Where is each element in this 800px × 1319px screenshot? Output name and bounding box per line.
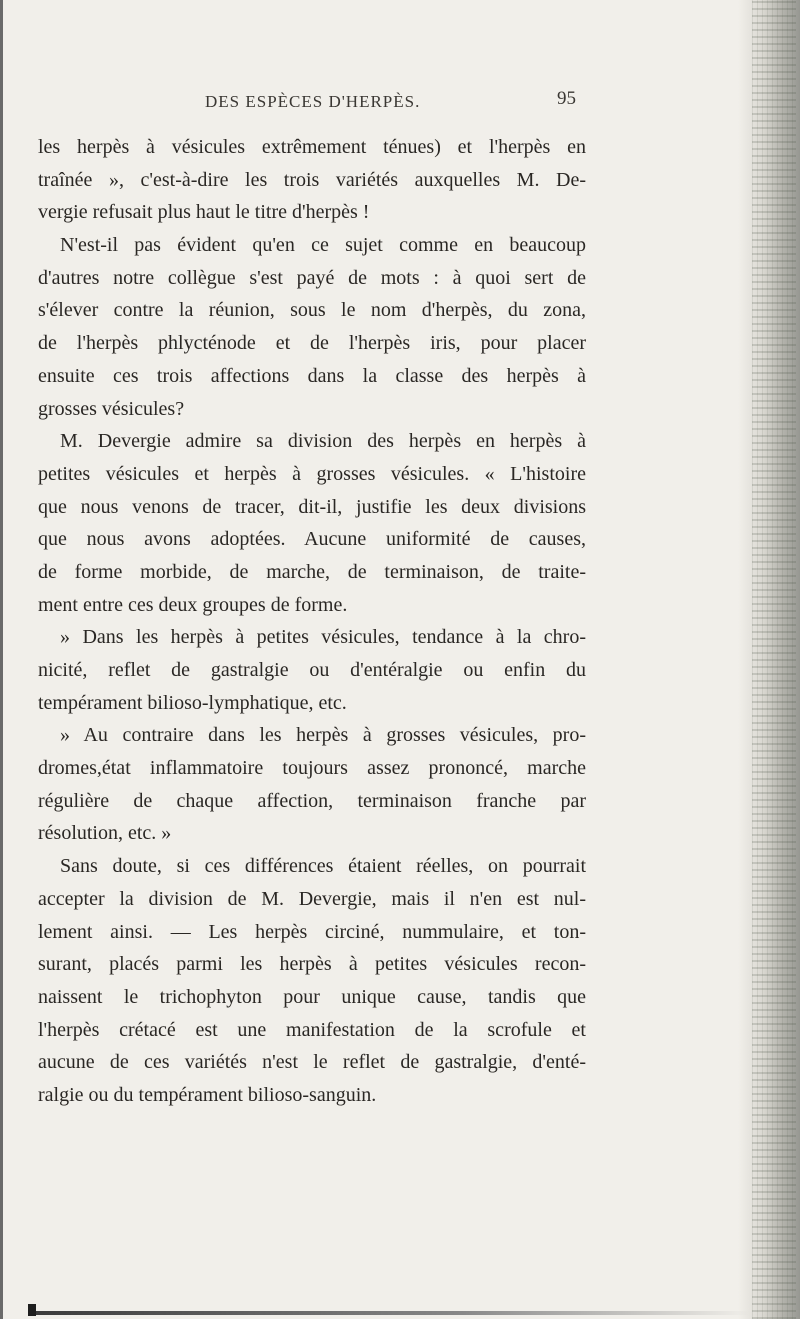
text-line: lement ainsi. — Les herpès circiné, nummulaire, et ton- xyxy=(38,920,586,943)
corner-mark xyxy=(28,1304,36,1316)
text-line: traînée », c'est-à-dire les trois variétés auxquelles M. De- xyxy=(38,168,586,191)
text-line: nicité, reflet de gastralgie ou d'entéralgie ou enfin du xyxy=(38,659,586,681)
text-line: vergie refusait plus haut le titre d'herpès ! xyxy=(38,201,370,224)
binding-gutter-texture xyxy=(752,0,796,1319)
text-line: de forme morbide, de marche, de terminaison, de traite- xyxy=(38,560,586,583)
page-left-edge xyxy=(0,0,3,1319)
text-line: » Au contraire dans les herpès à grosses vésicules, pro- xyxy=(60,724,586,747)
text-line: naissent le trichophyton pour unique cause, tandis que xyxy=(38,985,586,1008)
page-bottom-edge xyxy=(30,1311,750,1315)
text-line: accepter la division de M. Devergie, mais il n'en est nul- xyxy=(38,887,586,910)
text-line: aucune de ces variétés n'est le reflet de gastralgie, d'enté- xyxy=(38,1051,586,1074)
body-text xyxy=(38,131,586,1112)
text-line: ralgie ou du tempérament bilioso-sanguin. xyxy=(38,1083,377,1106)
text-line: l'herpès crétacé est une manifestation de la scrofule et xyxy=(38,1018,586,1041)
text-line: d'autres notre collègue s'est payé de mots : à quoi sert de xyxy=(38,266,586,289)
text-line: que nous avons adoptées. Aucune uniformité de causes, xyxy=(38,528,586,551)
page-number: 95 xyxy=(557,88,576,109)
text-line: de l'herpès phlycténode et de l'herpès iris, pour placer xyxy=(38,332,586,355)
text-line: N'est-il pas évident qu'en ce sujet comme en beaucoup xyxy=(60,234,586,257)
text-line: que nous venons de tracer, dit-il, justifie les deux divisions xyxy=(38,495,586,518)
text-line: grosses vésicules? xyxy=(38,397,185,420)
text-line: M. Devergie admire sa division des herpès en herpès à xyxy=(60,430,586,453)
text-line: ensuite ces trois affections dans la classe des herpès à xyxy=(38,364,586,387)
text-line: régulière de chaque affection, terminaison franche par xyxy=(38,789,586,812)
text-line: » Dans les herpès à petites vésicules, tendance à la chro- xyxy=(60,626,586,649)
text-line: s'élever contre la réunion, sous le nom d'herpès, du zona, xyxy=(38,299,586,322)
text-line: surant, placés parmi les herpès à petites vésicules recon- xyxy=(38,953,586,976)
text-line: ment entre ces deux groupes de forme. xyxy=(38,593,348,616)
text-line: Sans doute, si ces différences étaient réelles, on pourrait xyxy=(60,855,586,878)
running-header: DES ESPÈCES D'HERPÈS. xyxy=(205,92,421,111)
text-line: tempérament bilioso-lymphatique, etc. xyxy=(38,691,347,714)
text-line: dromes,état inflammatoire toujours assez prononcé, marche xyxy=(38,757,586,780)
text-line: résolution, etc. » xyxy=(38,822,172,845)
text-line: les herpès à vésicules extrêmement ténues) et l'herpès en xyxy=(38,136,586,158)
text-line: petites vésicules et herpès à grosses vésicules. « L'histoire xyxy=(38,462,586,485)
